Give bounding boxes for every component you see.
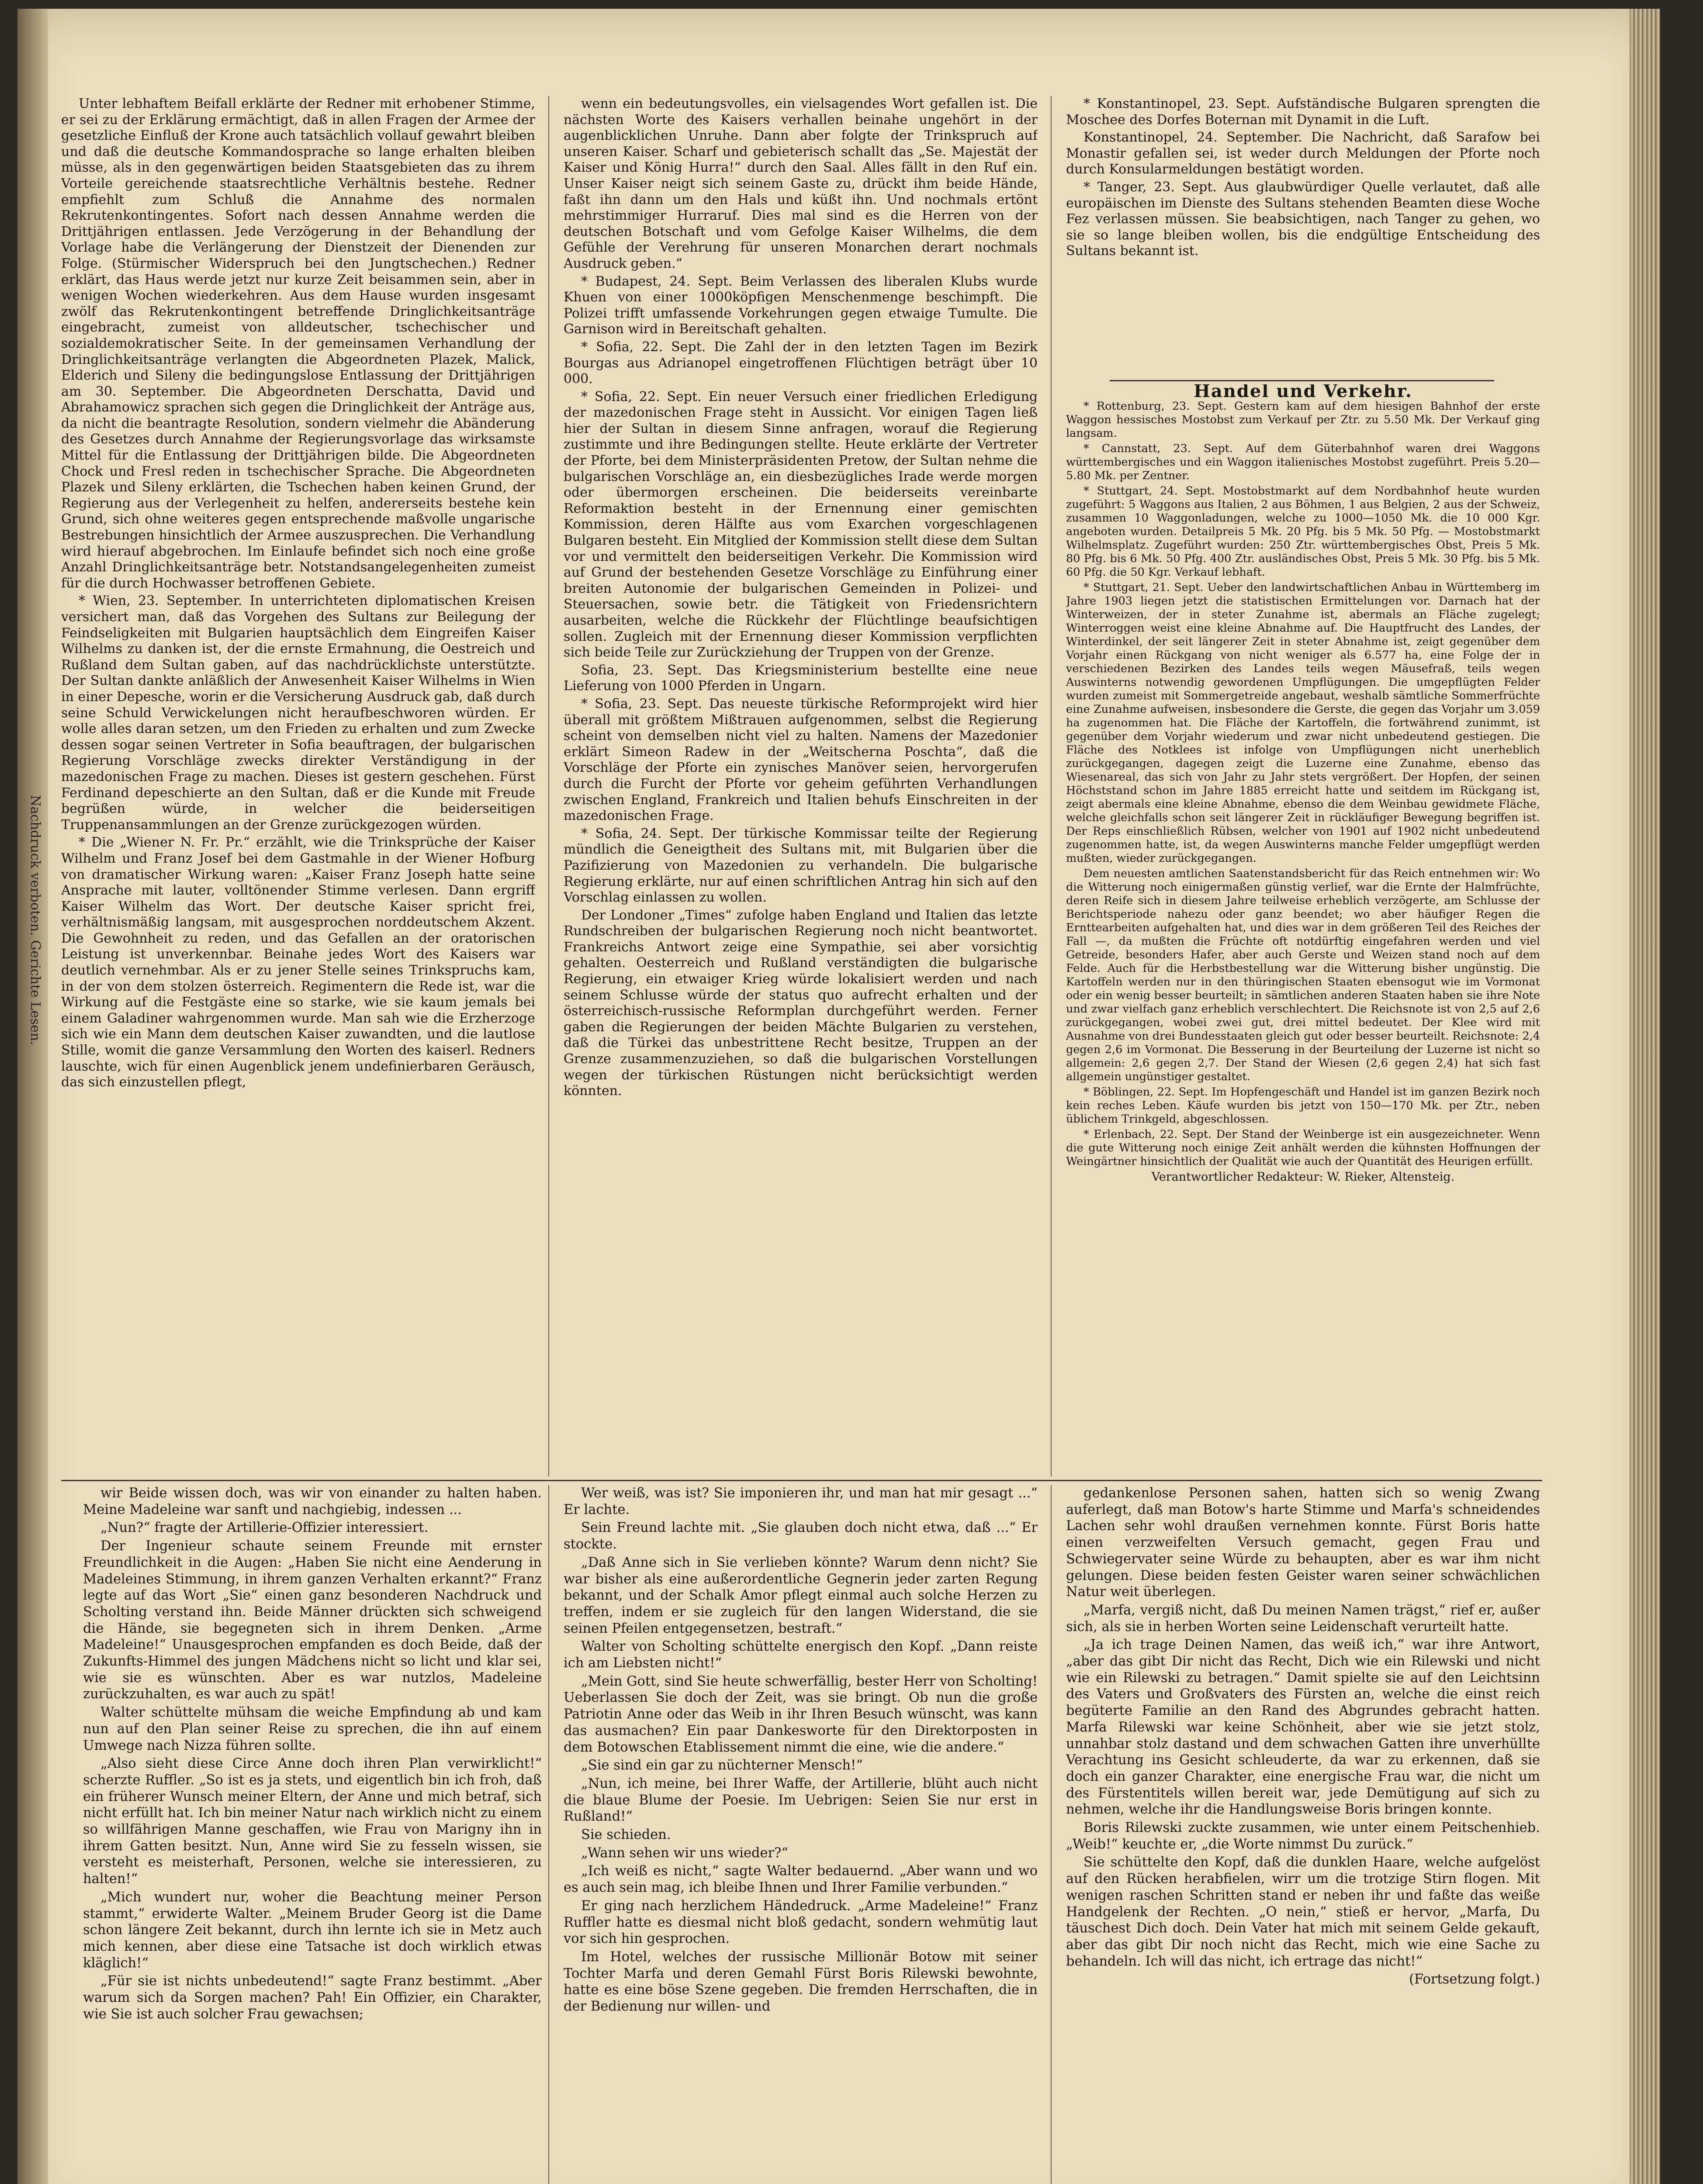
column-rule bbox=[548, 96, 549, 1476]
trade-item: * Stuttgart, 21. Sept. Ueber den landwirtschaftlichen Anbau in Württemberg im Jahre 1903 liegen jetzt die statistischen Ermittelungen vor. Darnach hat der Winterweizen, der in steter Zunahme ist, abermals an Fläche zugelegt; Winterroggen weist eine kleine Abnahme auf. Die Hauptfrucht des Landes, der Winterdinkel, der seit längerer Zeit in steter Abnahme ist, zeigt gegenüber dem Vorjahr einen Rückgang von nicht weniger als 6.577 ha, eine Folge der in verschiedenen Bezirken des Landes teils wegen Mäusefraß, teils wegen Auswinterns notwendig gewordenen Umpflügungen. Die umgepflügten Felder wurden zumeist mit Sommergetreide angebaut, weshalb sämtliche Sommerfrüchte eine Zunahme aufweisen, insbesondere die Gerste, die gegen das Vorjahr um 3.059 ha zugenommen hat. Die Fläche der Kartoffeln, die fortwährend zunimmt, ist gegenüber dem Vorjahr wiederum und zwar nicht unbedeutend gestiegen. Die Fläche des Notklees ist infolge von Umpflügungen nicht unerheblich zurückgegangen, dagegen zeigt die Luzerne eine Zunahme, ebenso das Wiesenareal, das sich von Jahr zu Jahr stets vergrößert. Der Hopfen, der seinen Höchststand schon im Jahre 1885 erreicht hatte und seitdem im Rückgang ist, zeigt abermals eine kleine Abnahme, ebenso die dem Weinbau gewidmete Fläche, welche gleichfalls schon seit längerer Zeit in rückläufiger Bewegung begriffen ist. Der Reps einschließlich Rübsen, welcher von 1901 auf 1902 nicht unbedeutend zugenommen hatte, ist, da wegen Auswinterns manche Felder umgepflügt werden mußten, wieder zurückgegangen. bbox=[1066, 581, 1540, 865]
newspaper-page bbox=[17, 9, 1660, 2184]
trade-item: * Rottenburg, 23. Sept. Gestern kam auf dem hiesigen Bahnhof der erste Waggon hessisches Mostobst zum Verkauf per Ztr. zu 5.50 Mk. Der Verkauf ging langsam. bbox=[1066, 400, 1540, 440]
story-paragraph: „Wann sehen wir uns wieder?“ bbox=[581, 1845, 789, 1861]
news-paragraph: * Sofia, 22. Sept. Die Zahl der in den letzten Tagen im Bezirk Bourgas aus Adrianopel eingetroffenen Flüchtigen beträgt über 10 000. bbox=[564, 339, 1038, 387]
feuilleton-column-2 bbox=[564, 1485, 1038, 2184]
story-paragraph: „Ich weiß es nicht,“ sagte Walter bedauernd. „Aber wann und wo es auch sein mag, ich bleibe Ihnen und Ihrer Familie verbunden.“ bbox=[564, 1863, 1038, 1896]
story-paragraph: Im Hotel, welches der russische Millionär Botow mit seiner Tochter Marfa und deren Gemahl Fürst Boris Rilewski bewohnte, hatte es eine böse Szene gegeben. Die fremden Herrschaften, die in der Bedienung nur willen- und bbox=[564, 1949, 1038, 2015]
news-paragraph: * Konstantinopel, 23. Sept. Aufständische Bulgaren sprengten die Moschee des Dorfes Boternan mit Dynamit in die Luft. bbox=[1066, 96, 1540, 128]
story-paragraph: „Mich wundert nur, woher die Beachtung meiner Person stammt,“ erwiderte Walter. „Meinem Bruder Georg ist die Dame schon längere Zeit bekannt, durch ihn lernte ich sie in Metz auch mich kennen, aber diese eine Tatsache ist doch wirklich etwas kläglich!“ bbox=[83, 1889, 542, 1971]
book-binding bbox=[17, 9, 48, 2184]
story-paragraph: „Marfa, vergiß nicht, daß Du meinen Namen trägst,“ rief er, außer sich, als sie in herben Worten seine Leidenschaft verurteilt hatte. bbox=[1066, 1602, 1540, 1635]
story-paragraph: Walter von Scholting schüttelte energisch den Kopf. „Dann reiste ich am Liebsten nicht!“ bbox=[564, 1639, 1038, 1671]
news-column-3 bbox=[1066, 96, 1540, 376]
story-paragraph: Walter schüttelte mühsam die weiche Empfindung ab und kam nun auf den Plan seiner Reise zu sprechen, die ihn auf einem Umwege nach Nizza führen sollte. bbox=[83, 1705, 542, 1753]
news-paragraph: * Sofia, 22. Sept. Ein neuer Versuch einer friedlichen Erledigung der mazedonischen Frage steht in Aussicht. Vor einigen Tagen ließ hier der Sultan in diesem Sinne anfragen, worauf die Regierung zustimmte und ihre Bedingungen stellte. Heute erklärte der Vertreter der Pforte, bei dem Ministerpräsidenten Pretow, der Sultan nehme die bulgarischen Vorschläge an, ein diesbezügliches Irade werde morgen oder übermorgen erscheinen. Die beiderseits vereinbarte Reformaktion besteht in der Ernennung einer gemischten Kommission, deren Hälfte aus vom Exarchen vorgeschlagenen Bulgaren besteht. Ein Mitglied der Kommission stellt diese dem Sultan vor und vermittelt den beiderseitigen Verkehr. Die Kommission wird auf Grund der bestehenden Gesetze Vorschläge zu Einführung einer breiten Autonomie der bulgarischen Gemeinden in Polizei- und Steuersachen, sowie betr. die Tätigkeit von Friedensrichtern ausarbeiten, welche die Rückkehr der Flüchtlinge beaufsichtigen sollen. Zugleich mit der Ernennung dieser Kommission verpflichten sich beide Teile zur Zurückziehung der Truppen von der Grenze. bbox=[564, 389, 1038, 660]
feuilleton-column-1 bbox=[83, 1485, 542, 2184]
trade-item: * Stuttgart, 24. Sept. Mostobstmarkt auf dem Nordbahnhof heute wurden zugeführt: 5 Waggons aus Italien, 2 aus Böhmen, 1 aus Belgien, 2 aus der Schweiz, zusammen 10 Waggonladungen, welche zu 1000—1050 Mk. die 10 000 Kgr. angeboten wurden. Detailpreis 5 Mk. 20 Pfg. bis 5 Mk. 50 Pfg. — Mostobstmarkt Wilhelmsplatz. Zugeführt wurden: 250 Ztr. württembergisches Obst, Preis 5 Mk. 80 Pfg. bis 6 Mk. 50 Pfg. 400 Ztr. ausländisches Obst, Preis 5 Mk. 30 Pfg. bis 5 Mk. 60 Pfg. die 50 Kgr. Verkauf lebhaft. bbox=[1066, 484, 1540, 579]
story-paragraph: Sie schüttelte den Kopf, daß die dunklen Haare, welche aufgelöst auf den Rücken herabfielen, wirr um die trotzige Stirn flogen. Mit wenigen raschen Schritten stand er neben ihr und faßte das weiße Handgelenk der Rechten. „O nein,“ stieß er hervor, „Marfa, Du täuschest Dich doch. Dein Vater hat mich mit seinem Gelde gekauft, aber das gibt Dir noch nicht das Recht, mich wie eine Sache zu behandeln. Ich will das nicht, ich ertrage das nicht!“ bbox=[1066, 1855, 1540, 1969]
story-paragraph: Er ging nach herzlichem Händedruck. „Arme Madeleine!“ Franz Ruffler hatte es diesmal nicht bloß gedacht, sondern wehmütig laut vor sich hin gesprochen. bbox=[564, 1898, 1038, 1947]
continuation-note: (Fortsetzung folgt.) bbox=[1409, 1972, 1540, 1987]
editor-line: Verantwortlicher Redakteur: W. Rieker, Altensteig. bbox=[1151, 1170, 1455, 1184]
news-column-2 bbox=[564, 96, 1038, 1474]
story-paragraph: „Sie sind ein gar zu nüchterner Mensch!“ bbox=[581, 1758, 863, 1773]
story-paragraph: Der Ingenieur schaute seinem Freunde mit ernster Freundlichkeit in die Augen: „Haben Sie nicht eine Aenderung in Madeleines Stimmung, in ihrem ganzen Verhalten erkannt?“ Franz legte auf das Wort „Sie“ einen ganz besonderen Nachdruck und Scholting verstand ihn. Beide Männer drückten sich schweigend die Hände, sie begegneten sich in ihrem Denken. „Arme Madeleine!“ Unausgesprochen empfanden es doch Beide, daß der Zukunfts-Himmel des jungen Mädchens nicht so licht und klar sei, wie sie es wünschten. Aber es war nutzlos, Madeleine zurückzuhalten, es war auch zu spät! bbox=[83, 1538, 542, 1702]
story-paragraph: „Mein Gott, sind Sie heute schwerfällig, bester Herr von Scholting! Ueberlassen Sie doch der Zeit, was sie bringt. Ob nun die große Patriotin Anne oder das Weib in ihr Ihren Besuch wünscht, was kann das ausmachen? Ein paar Dankesworte für den Direktorposten in dem Botowschen Etablissement nimmt die eine, wie die andere.“ bbox=[564, 1673, 1038, 1755]
news-paragraph: Konstantinopel, 24. September. Die Nachricht, daß Sarafow bei Monastir gefallen sei, ist weder durch Meldungen der Pforte noch durch Konsularmeldungen bestätigt worden. bbox=[1066, 130, 1540, 177]
story-paragraph: Sie schieden. bbox=[581, 1827, 671, 1843]
story-paragraph: wir Beide wissen doch, was wir von einander zu halten haben. Meine Madeleine war sanft und nachgiebig, indessen ... bbox=[83, 1486, 542, 1517]
story-paragraph: „Nun?“ fragte der Artillerie-Offizier interessiert. bbox=[100, 1520, 429, 1536]
news-paragraph: * Sofia, 24. Sept. Der türkische Kommissar teilte der Regierung mündlich die Geneigtheit des Sultans mit, mit Bulgarien über die Pazifizierung von Mazedonien zu verhandeln. Die bulgarische Regierung erklärte, nur auf einen schriftlichen Antrag hin sich auf den Vorschlag einlassen zu wollen. bbox=[564, 826, 1038, 905]
column-rule bbox=[548, 1485, 549, 2184]
story-paragraph: Boris Rilewski zuckte zusammen, wie unter einem Peitschenhieb. „Weib!“ keuchte er, „die Worte nimmst Du zurück.“ bbox=[1066, 1820, 1540, 1852]
binding-margin-note: Nachdruck verboten. Gerichte Lesen. bbox=[28, 795, 43, 1045]
column-rule bbox=[1051, 96, 1052, 1476]
column-rule bbox=[1051, 1485, 1052, 2184]
news-paragraph: * Die „Wiener N. Fr. Pr.“ erzählt, wie die Trinksprüche der Kaiser Wilhelm und Franz Josef bei dem Gastmahle in der Wiener Hofburg von dramatischer Wirkung waren: „Kaiser Franz Joseph hatte seine Ansprache mit lauter, volltönender Stimme verlesen. Dann ergriff Kaiser Wilhelm das Wort. Der deutsche Kaiser spricht frei, verhältnismäßig langsam, mit ausgesprochen norddeutschem Akzent. Die Gewohnheit zu reden, und das Gefallen an der oratorischen Leistung ist unverkennbar. Beinahe jedes Wort des Kaisers war deutlich vernehmbar. Als er zu jener Stelle seines Trinkspruchs kam, in der von dem stolzen österreich. Regimentern die Rede ist, war die Wirkung auf die Festgäste eine so starke, wie sie kaum jemals bei einem Galadiner wahrgenommen wurde. Man sah wie die Erzherzoge sich wie ein Mann dem deutschen Kaiser zuwandten, und die lautlose Stille, womit die ganze Versammlung den Worten des kaiserl. Redners lauschte, wich für einen Augenblick jenem undefinierbaren Geräusch, das sich einzustellen pflegt, bbox=[61, 835, 535, 1090]
story-paragraph: Wer weiß, was ist? Sie imponieren ihr, und man hat mir gesagt ...“ Er lachte. bbox=[564, 1486, 1038, 1517]
trade-item: Dem neuesten amtlichen Saatenstandsbericht für das Reich entnehmen wir: Wo die Witterung noch einigermaßen günstig verlief, war die Ernte der Halmfrüchte, deren Reife sich in diesem Jahre teilweise erheblich verzögerte, am Schlusse der Berichtsperiode nahezu oder ganz beendet; wo aber häufiger Regen die Ernttearbeiten aufgehalten hat, und dies war in dem größeren Teil des Reiches der Fall —, da mußten die Früchte oft notdürftig eingefahren werden und viel Getreide, besonders Hafer, aber auch Gerste und Weizen stand noch auf dem Felde. Auch für die Herbstbestellung war die Witterung bisher ungünstig. Die Kartoffeln werden nur in den thüringischen Staaten ebensogut wie im Vormonat oder ein wenig besser beurteilt; in sämtlichen anderen Staaten haben sie ihre Note und zwar vielfach ganz erheblich verschlechtert. Die Reichsnote ist von 2,5 auf 2,6 zurückgegangen, wobei zwei gut, drei mittel bedeutet. Der Klee wird mit Ausnahme von drei Bundesstaaten gleich gut oder besser beurteilt. Reichsnote: 2,4 gegen 2,6 im Vormonat. Die Besserung in der Beurteilung der Luzerne ist nicht so allgemein: 2,6 gegen 2,7. Der Stand der Wiesen (2,6 gegen 2,4) hat sich fast allgemein ungünstiger gestaltet. bbox=[1066, 867, 1540, 1083]
trade-item: * Böblingen, 22. Sept. Im Hopfengeschäft und Handel ist im ganzen Bezirk noch kein reches Leben. Käufe wurden bis jetzt von 150—170 Mk. per Ztr., neben üblichem Trinkgeld, abgeschlossen. bbox=[1066, 1085, 1540, 1126]
story-paragraph: „Für sie ist nichts unbedeutend!“ sagte Franz bestimmt. „Aber warum sich da Sorgen machen? Pah! Ein Offizier, ein Charakter, wie Sie ist auch solcher Frau gewachsen; bbox=[83, 1973, 542, 2022]
story-paragraph: gedankenlose Personen sahen, hatten sich so wenig Zwang auferlegt, daß man Botow's harte Stimme und Marfa's schneidendes Lachen sehr wohl draußen vernehmen konnte. Fürst Boris hatte einen verzweifelten Versuch gemacht, gegen Frau und Schwiegervater seine Würde zu behaupten, aber es war ihm nicht gelungen. Diese beiden festen Geister waren seiner schwächlichen Natur weit überlegen. bbox=[1066, 1486, 1540, 1600]
story-paragraph: „Also sieht diese Circe Anne doch ihren Plan verwirklicht!“ scherzte Ruffler. „So ist es ja stets, und eigentlich bin ich froh, daß ein früherer Wunsch meiner Eltern, der Anne und mich betraf, sich nicht erfüllt hat. Ich bin meiner Natur nach wirklich nicht zu einem so willfährigen Manne geschaffen, wie Frau von Marigny ihn in ihrem Gatten besitzt. Nun, Anne wird Sie zu fesseln wissen, sie versteht es meisterhaft, Personen, welche sie interessieren, zu halten!“ bbox=[83, 1756, 542, 1887]
page-edge bbox=[1630, 9, 1660, 2184]
section-divider bbox=[1110, 380, 1494, 381]
feuilleton-column-3 bbox=[1066, 1485, 1540, 2184]
news-paragraph: * Sofia, 23. Sept. Das neueste türkische Reformprojekt wird hier überall mit größtem Mißtrauen aufgenommen, selbst die Regierung scheint von demselben nicht viel zu halten. Namens der Mazedonier erklärt Simeon Radew in der „Weitscherna Poschta“, daß die Vorschläge der Pforte ein zynisches Manöver seien, hervorgerufen durch die Furcht der Pforte vor geheim geführten Verhandlungen zwischen England, Frankreich und Italien behufs Einschreiten in der mazedonischen Frage. bbox=[564, 696, 1038, 824]
news-paragraph: wenn ein bedeutungsvolles, ein vielsagendes Wort gefallen ist. Die nächsten Worte des Kaisers verhallen beinahe ungehört in der augenblicklichen Unruhe. Dann aber folgte der Trinkspruch auf unseren Kaiser. Scharf und gebieterisch schallt das „Se. Majestät der Kaiser und König Hurra!“ durch den Saal. Alles fällt in den Ruf ein. Unser Kaiser neigt sich seinem Gaste zu, drückt ihm beide Hände, faßt ihn dann um den Hals und küßt ihn. Und nochmals ertönt mehrstimmiger Hurraruf. Dies mal sind es die Herren von der deutschen Botschaft und vom Gefolge Kaiser Wilhelms, die dem Gefühle der Verehrung für unseren Monarchen derart nochmals Ausdruck geben.“ bbox=[564, 96, 1038, 271]
news-paragraph: Unter lebhaftem Beifall erklärte der Redner mit erhobener Stimme, er sei zu der Erklärung ermächtigt, daß in allen Fragen der Armee der gesetzliche Einfluß der Krone auch tatsächlich vollauf gewahrt bleiben und daß die deutsche Kommandosprache so lange erhalten bleiben müsse, als in den gegenwärtigen beiden Staatsgebieten das zu ihrem Vorteile gereichende staatsrechtliche Verhältnis bestehe. Redner empfiehlt zum Schluß die Annahme des normalen Rekrutenkontingentes. Sofort nach dessen Annahme werden die Drittjährigen entlassen. Jede Verzögerung in der Behandlung der Vorlage habe die Verlängerung der Dienstzeit der Dienenden zur Folge. (Stürmischer Widerspruch bei den Jungtschechen.) Redner erklärt, das Haus werde jetzt nur kurze Zeit beisammen sein, aber in wenigen Wochen wiederkehren. Aus dem Hause wurden insgesamt zwölf das Rekrutenkontingent betreffende Dringlichkeitsanträge eingebracht, zumeist von alldeutscher, tschechischer und sozialdemokratischer Seite. In der gemeinsamen Verhandlung der Dringlichkeitsanträge verlangten die Abgeordneten Plazek, Malick, Elderich und Sileny die bedingungslose Entlassung der Drittjährigen am 30. September. Die Abgeordneten Derschatta, David und Abrahamowicz sprachen sich gegen die Dringlichkeit der Anträge aus, da nicht die beantragte Resolution, sondern vielmehr die Abänderung des Gesetzes durch Annahme der Regierungsvorlage das wirksamste Mittel für die Entlassung der Drittjährigen bilde. Die Abgeordneten Chock und Fresl reden in tschechischer Sprache. Die Abgeordneten Plazek und Sileny erklärten, die Tschechen haben keinen Grund, der Regierung aus der Verlegenheit zu helfen, andererseits bestehe kein Grund, sich ohne weiteres gegen entsprechende maßvolle ungarische Bestrebungen hinsichtlich der Armee auszusprechen. Die Verhandlung wird hierauf abgebrochen. Im Einlaufe befindet sich noch eine große Anzahl Dringlichkeitsanträge betr. Notstandsangelegenheiten zumeist für die durch Hochwasser betroffenen Gebiete. bbox=[61, 96, 535, 591]
trade-item: * Cannstatt, 23. Sept. Auf dem Güterbahnhof waren drei Waggons württembergisches und ein Waggon italienisches Mostobst zugeführt. Preis 5.20—5.80 Mk. per Zentner. bbox=[1066, 442, 1540, 482]
trade-column bbox=[1066, 384, 1540, 1476]
story-paragraph: „Ja ich trage Deinen Namen, das weiß ich,“ war ihre Antwort, „aber das gibt Dir nicht das Recht, Dich wie ein Rilewski und nicht wie ein Rilewski zu betragen.“ Damit spielte sie auf den Leichtsinn des Vaters und Großvaters des Fürsten an, welche die einst reich begüterte Familie an den Rand des Abgrundes gebracht hatten. Marfa Rilewski war keine Schönheit, aber wie sie jetzt stolz, unnahbar stolz dastand und dem schwachen Gatten ihre unverhüllte Verachtung ins Gesicht schleuderte, da war zu erkennen, daß sie doch ein ganzer Charakter, eine energische Frau war, die nicht um des Fürstentitels willen bereit war, jede Demütigung auf sich zu nehmen, welche ihr die Handlungsweise Boris bringen konnte. bbox=[1066, 1637, 1540, 1818]
news-paragraph: * Wien, 23. September. In unterrichteten diplomatischen Kreisen versichert man, daß das Vorgehen des Sultans zur Beilegung der Feindseligkeiten mit Bulgarien hauptsächlich dem Eingreifen Kaiser Wilhelms zu danken ist, der die ernste Ermahnung, die Oestreich und Rußland dem Sultan gaben, auf das nachdrücklichste unterstützte. Der Sultan dankte anläßlich der Anwesenheit Kaiser Wilhelms in Wien in einer Depesche, worin er die Versicherung Ausdruck gab, daß durch seine Schuld Verwickelungen nicht heraufbeschworen würden. Er wolle alles daran setzen, um den Frieden zu erhalten und zum Zwecke dessen sogar seinen Vertreter in Sofia beauftragen, der bulgarischen Regierung Vorschläge zwecks direkter Verständigung in der mazedonischen Frage zu machen. Dieses ist gestern geschehen. Fürst Ferdinand depeschierte an den Sultan, daß er die Kunde mit Freude begrüßen würde, in welcher die beiderseitigen Truppenansammlungen an der Grenze zurückgezogen würden. bbox=[61, 593, 535, 833]
news-paragraph: Der Londoner „Times“ zufolge haben England und Italien das letzte Rundschreiben der bulgarischen Regierung noch nicht beantwortet. Frankreichs Antwort zeige eine Sympathie, sei aber vorsichtig gehalten. Oesterreich und Rußland verständigten die bulgarische Regierung, ein etwaiger Krieg würde lokalisiert werden und nach seinem Schlusse würde der status quo aufrecht erhalten und der österreichisch-russische Reformplan durchgeführt werden. Ferner gaben die Regierungen der beiden Mächte Bulgarien zu verstehen, daß die Türkei das unbestrittene Recht besitze, Truppen an der Grenze zusammenzuziehen, so daß die bulgarischen Vorstellungen wegen der türkischen Rüstungen nicht berücksichtigt werden könnten. bbox=[564, 907, 1038, 1099]
trade-heading: Handel und Verkehr. bbox=[1194, 384, 1412, 401]
story-paragraph: Sein Freund lachte mit. „Sie glauben doch nicht etwa, daß ...“ Er stockte. bbox=[564, 1520, 1038, 1552]
news-paragraph: Sofia, 23. Sept. Das Kriegsministerium bestellte eine neue Lieferung von 1000 Pferden in Ungarn. bbox=[564, 662, 1038, 694]
news-paragraph: * Budapest, 24. Sept. Beim Verlassen des liberalen Klubs wurde Khuen von einer 1000köpfigen Menschenmenge beschimpft. Die Polizei trifft umfassende Vorkehrungen gegen etwaige Tumulte. Die Garnison wird in Bereitschaft gehalten. bbox=[564, 273, 1038, 337]
trade-item: * Erlenbach, 22. Sept. Der Stand der Weinberge ist ein ausgezeichneter. Wenn die gute Witterung noch einige Zeit anhält werden die kühnsten Hoffnungen der Weingärtner hinsichtlich der Qualität wie auch der Quantität des Heurigen erfüllt. bbox=[1066, 1128, 1540, 1168]
feuilleton-divider bbox=[61, 1480, 1542, 1481]
news-column-1 bbox=[61, 96, 535, 1474]
story-paragraph: „Nun, ich meine, bei Ihrer Waffe, der Artillerie, blüht auch nicht die blaue Blume der Poesie. Im Uebrigen: Seien Sie nur erst in Rußland!“ bbox=[564, 1776, 1038, 1825]
story-paragraph: „Daß Anne sich in Sie verlieben könnte? Warum denn nicht? Sie war bisher als eine außerordentliche Gegnerin jeder zarten Regung bekannt, und der Schalk Amor pflegt einmal auch solche Herzen zu treffen, indem er sie zugleich für den langen Widerstand, die sie seinen Pfeilen entgegensetzen, bestraft.“ bbox=[564, 1555, 1038, 1636]
news-paragraph: * Tanger, 23. Sept. Aus glaubwürdiger Quelle verlautet, daß alle europäischen im Dienste des Sultans stehenden Beamten diese Woche Fez verlassen müssen. Sie beabsichtigen, nach Tanger zu gehen, wo sie so lange bleiben wollen, bis die endgültige Entscheidung des Sultans bekannt ist. bbox=[1066, 179, 1540, 259]
